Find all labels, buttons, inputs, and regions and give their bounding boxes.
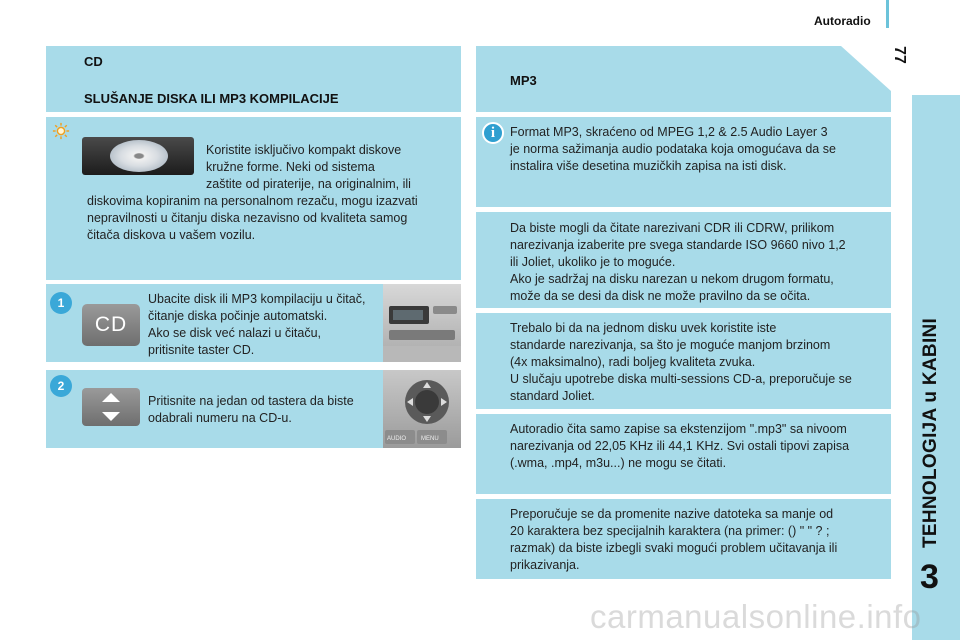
audio-key-label: AUDIO — [387, 436, 407, 442]
mp3-block-5-line-1: Preporučuje se da promenite nazive datoteka sa manje od — [510, 507, 834, 521]
step-1-line-4: pritisnite taster CD. — [148, 343, 255, 357]
radio-controls-photo — [383, 370, 461, 448]
step-1-line-1: Ubacite disk ili MP3 kompilaciju u čitač, — [148, 292, 366, 306]
section-label-cd: CD — [84, 54, 103, 69]
page-header-title: Autoradio — [814, 14, 871, 28]
mp3-header-panel — [476, 46, 891, 112]
mp3-block-4-line-3: (.wma, .mp4, m3u...) ne mogu se čitati. — [510, 456, 727, 470]
mp3-block-3-line-5: standard Joliet. — [510, 389, 595, 403]
mp3-block-3-line-2: standarde narezivanja, sa što je moguće manjom brzinom — [510, 338, 831, 352]
mp3-block-2-line-3: ili Joliet, ukoliko je to moguće. — [510, 255, 676, 269]
warning-line-2: kružne forme. Neki od sistema — [206, 160, 375, 174]
step-2-line-2: odabrali numeru na CD-u. — [148, 411, 292, 425]
step-1-number: 1 — [50, 292, 72, 314]
radio-controls-drawing — [383, 370, 461, 448]
mp3-block-1-line-2: je norma sažimanja audio podataka koja omogućava da se — [510, 142, 836, 156]
header-divider — [886, 0, 889, 28]
step-1-line-3: Ako se disk već nalazi u čitaču, — [148, 326, 321, 340]
chapter-number: 3 — [920, 558, 939, 596]
track-select-buttons[interactable] — [82, 388, 140, 426]
mp3-block-2-line-4: Ako je sadržaj na disku narezan u nekom drugom formatu, — [510, 272, 834, 286]
page-number: 77 — [891, 46, 908, 64]
mp3-block-4-line-1: Autoradio čita samo zapise sa ekstenzijom ".mp3" sa nivoom — [510, 422, 847, 436]
mp3-block-5-line-3: razmak) da biste izbegli svaki mogući problem učitavanja ili — [510, 541, 838, 555]
up-down-arrows-icon — [82, 388, 140, 426]
warning-line-3: zaštite od piraterije, na originalnim, ili — [206, 177, 411, 191]
warning-line-6: čitača diskova u vašem vozilu. — [87, 228, 256, 242]
mp3-block-5-line-2: 20 karaktera bez specijalnih karaktera (na primer: () " " ? ; — [510, 524, 830, 538]
section-heading: SLUŠANJE DISKA ILI MP3 KOMPILACIJE — [84, 91, 339, 106]
mp3-block-2-line-5: može da se desi da disk ne može pravilno da se očita. — [510, 289, 811, 303]
mp3-block-3-line-4: U slučaju upotrebe diska multi-sessions CD-a, preporučuje se — [510, 372, 852, 386]
step-1-line-2: čitanje diska počinje automatski. — [148, 309, 328, 323]
watermark: carmanualsonline.info — [590, 598, 922, 635]
mp3-block-4-line-2: narezivanja od 22,05 KHz ili 44,1 KHz. Svi ostali tipovi zapisa — [510, 439, 850, 453]
warning-sun-icon — [52, 122, 70, 140]
cd-player-photo — [82, 137, 194, 175]
cd-button[interactable]: CD — [82, 304, 140, 346]
mp3-heading: MP3 — [510, 73, 537, 88]
mp3-block-5-line-4: prikazivanja. — [510, 558, 580, 572]
mp3-block-3-line-3: (4x maksimalno), radi boljeg kvaliteta zvuka. — [510, 355, 756, 369]
menu-key-label: MENU — [421, 436, 439, 442]
warning-line-1: Koristite isključivo kompakt diskove — [206, 143, 402, 157]
chapter-title: TEHNOLOGIJA u KABINI — [920, 317, 941, 548]
mp3-block-2-line-2: narezivanja izaberite pre svega standarde ISO 9660 nivo 1,2 — [510, 238, 846, 252]
radio-front-photo — [383, 284, 461, 362]
mp3-block-3-line-1: Trebalo bi da na jednom disku uvek koristite iste — [510, 321, 777, 335]
mp3-block-2-line-1: Da biste mogli da čitate narezivani CDR ili CDRW, prilikom — [510, 221, 835, 235]
disc-image — [110, 140, 168, 172]
radio-front-drawing — [383, 284, 461, 362]
step-2-line-1: Pritisnite na jedan od tastera da biste — [148, 394, 354, 408]
step-2-number: 2 — [50, 375, 72, 397]
warning-line-5: nepravilnosti u čitanju diska nezavisno od kvaliteta samog — [87, 211, 408, 225]
info-icon: i — [482, 122, 504, 144]
warning-line-4: diskovima kopiranim na personalnom rezaču, mogu izazvati — [87, 194, 418, 208]
mp3-block-1-line-3: instalira više desetina muzičkih zapisa na isti disk. — [510, 159, 787, 173]
mp3-block-1-line-1: Format MP3, skraćeno od MPEG 1,2 & 2.5 Audio Layer 3 — [510, 125, 828, 139]
